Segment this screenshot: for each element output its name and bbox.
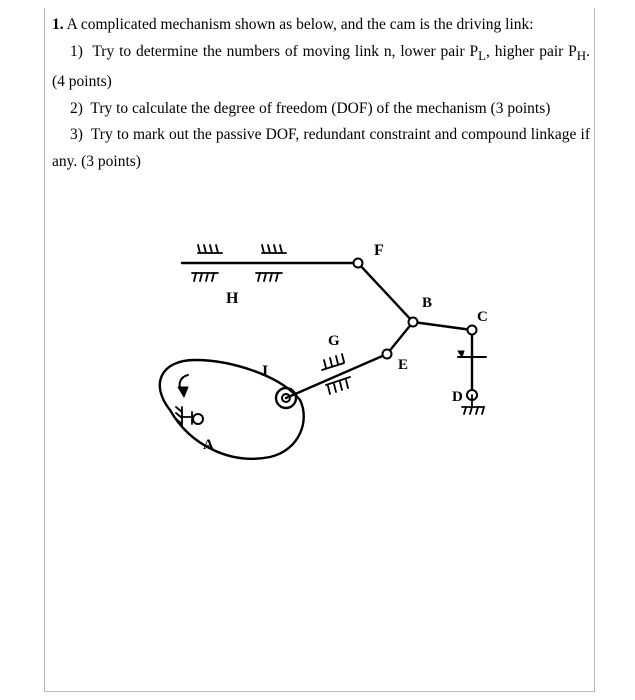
item-2-number: 2): [70, 99, 83, 117]
joint-f: [354, 259, 363, 268]
item-1-mid: , higher pair P: [485, 42, 577, 60]
question-intro-text: A complicated mechanism shown as below, and the cam is the driving link:: [66, 16, 534, 33]
question-item-2: [52, 96, 590, 123]
item-1-sub-l: L: [478, 47, 486, 63]
joint-b: [409, 318, 418, 327]
label-g: G: [328, 333, 340, 349]
question-item-1: [52, 39, 590, 96]
mechanism-diagram: [140, 235, 520, 495]
item-3-text: Try to mark out the passive DOF, redundant constraint and compound linkage if any. (3 points): [52, 126, 590, 170]
link-be: [387, 322, 413, 354]
label-c: C: [477, 309, 488, 325]
label-d: D: [452, 389, 463, 405]
question-item-3: [52, 122, 590, 175]
joint-e: [383, 350, 392, 359]
question-block: [52, 12, 590, 175]
pivot-a: [193, 414, 203, 424]
cam-rotation-arrowhead: [178, 387, 188, 397]
label-a: A: [203, 437, 214, 453]
label-h: H: [226, 290, 239, 307]
link-bc: [413, 322, 472, 330]
label-e: E: [398, 357, 409, 373]
joint-c: [468, 326, 477, 335]
item-1-text: Try to determine the numbers of moving link n, lower pair P: [92, 42, 479, 60]
item-3-number: 3): [70, 126, 83, 144]
item-1-sub-h: H: [576, 47, 587, 63]
label-i: I: [262, 363, 269, 380]
item-1-number: 1): [70, 42, 83, 60]
label-b: B: [422, 295, 433, 311]
item-2-text: Try to calculate the degree of freedom (DOF) of the mechanism (3 points): [90, 99, 551, 117]
item-1-points: . (4 points): [52, 42, 590, 91]
link-fb: [358, 263, 413, 322]
ground-g: [322, 354, 350, 394]
question-number: 1.: [52, 16, 64, 33]
label-f: F: [374, 242, 384, 259]
question-intro: [52, 12, 590, 39]
